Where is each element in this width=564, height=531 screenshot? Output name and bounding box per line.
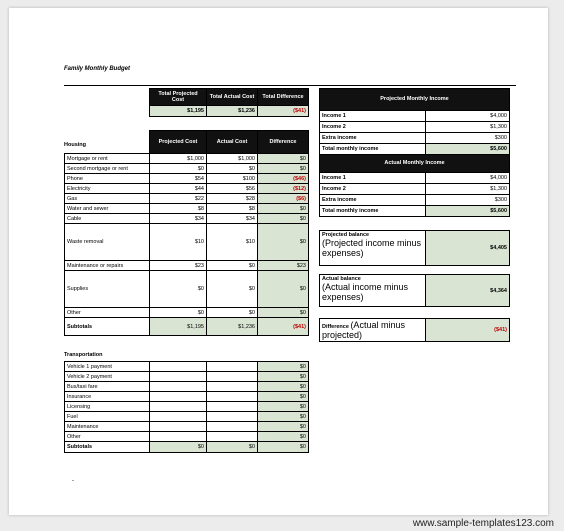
income-row bbox=[320, 133, 510, 144]
difference-cell: ($12) bbox=[258, 184, 309, 194]
projected-cost-cell[interactable]: $8 bbox=[150, 204, 207, 214]
income-row bbox=[320, 122, 510, 133]
projected-cost-cell[interactable]: $44 bbox=[150, 184, 207, 194]
row-label: Second mortgage or rent bbox=[65, 164, 150, 174]
actual-cost-cell[interactable] bbox=[207, 392, 258, 402]
row-label: Bus/taxi fare bbox=[65, 382, 150, 392]
actual-cost-cell[interactable]: $100 bbox=[207, 174, 258, 184]
housing-title: Housing bbox=[64, 142, 86, 148]
projected-cost-cell[interactable]: $54 bbox=[150, 174, 207, 184]
actual-balance-title: Actual balance bbox=[322, 276, 361, 282]
summary-header-difference: Total Difference bbox=[258, 89, 309, 106]
income-row bbox=[320, 195, 510, 206]
actual-cost-cell[interactable]: $56 bbox=[207, 184, 258, 194]
row-label: Other bbox=[65, 432, 150, 442]
table-row bbox=[65, 432, 309, 442]
income-value[interactable]: $300 bbox=[426, 195, 510, 206]
difference-cell: $0 bbox=[258, 308, 309, 318]
subtotal-row bbox=[65, 442, 309, 453]
table-row bbox=[65, 224, 309, 261]
difference-cell: $0 bbox=[258, 154, 309, 164]
difference-sub: (Actual minus projected) bbox=[322, 320, 405, 340]
row-label: Electricity bbox=[65, 184, 150, 194]
difference-cell: $0 bbox=[258, 412, 309, 422]
projected-income-table bbox=[319, 88, 510, 155]
income-total-row bbox=[320, 144, 510, 155]
actual-cost-cell[interactable] bbox=[207, 432, 258, 442]
page-title: Family Monthly Budget bbox=[64, 66, 130, 72]
summary-table bbox=[149, 88, 309, 117]
subtotal-row bbox=[65, 318, 309, 336]
table-row bbox=[65, 362, 309, 372]
projected-balance-table bbox=[319, 230, 510, 266]
row-label: Vehicle 2 payment bbox=[65, 372, 150, 382]
actual-cost-cell[interactable]: $28 bbox=[207, 194, 258, 204]
difference-cell: $0 bbox=[258, 164, 309, 174]
difference-cell: ($6) bbox=[258, 194, 309, 204]
housing-header-difference: Difference bbox=[258, 131, 309, 154]
row-label: Supplies bbox=[65, 271, 150, 308]
projected-cost-cell[interactable] bbox=[150, 432, 207, 442]
difference-cell: $0 bbox=[258, 271, 309, 308]
income-label: Income 1 bbox=[320, 173, 426, 184]
table-row bbox=[65, 164, 309, 174]
projected-balance-label bbox=[320, 231, 426, 266]
projected-cost-cell[interactable]: $0 bbox=[150, 271, 207, 308]
actual-cost-cell[interactable]: $0 bbox=[207, 271, 258, 308]
summary-header-projected: Total Projected Cost bbox=[150, 89, 207, 106]
projected-cost-cell[interactable] bbox=[150, 412, 207, 422]
projected-balance-sub: (Projected income minus expenses) bbox=[322, 237, 422, 258]
subtotal-label: Subtotals bbox=[65, 318, 150, 336]
income-value[interactable]: $1,300 bbox=[426, 122, 510, 133]
table-row bbox=[65, 392, 309, 402]
footer-url: www.sample-templates123.com bbox=[412, 518, 554, 529]
summary-difference-value[interactable]: ($41) bbox=[258, 106, 309, 117]
housing-header-projected: Projected Cost bbox=[150, 131, 207, 154]
table-row bbox=[65, 382, 309, 392]
actual-balance-table bbox=[319, 274, 510, 307]
actual-cost-cell[interactable] bbox=[207, 372, 258, 382]
transportation-title: Transportation bbox=[64, 352, 103, 358]
row-label: Fuel bbox=[65, 412, 150, 422]
difference-cell: $23 bbox=[258, 261, 309, 271]
table-row bbox=[65, 261, 309, 271]
difference-value[interactable]: ($41) bbox=[426, 319, 510, 342]
subtotal-difference: $0 bbox=[258, 442, 309, 453]
difference-table bbox=[319, 318, 510, 342]
difference-cell: $0 bbox=[258, 204, 309, 214]
projected-cost-cell[interactable]: $0 bbox=[150, 164, 207, 174]
actual-cost-cell[interactable]: $0 bbox=[207, 164, 258, 174]
actual-cost-cell[interactable]: $0 bbox=[207, 308, 258, 318]
row-label: Other bbox=[65, 308, 150, 318]
difference-cell: $0 bbox=[258, 372, 309, 382]
housing-header-actual: Actual Cost bbox=[207, 131, 258, 154]
difference-cell: $0 bbox=[258, 362, 309, 372]
projected-cost-cell[interactable]: $22 bbox=[150, 194, 207, 204]
table-row bbox=[65, 402, 309, 412]
table-row bbox=[65, 204, 309, 214]
row-label: Phone bbox=[65, 174, 150, 184]
actual-income-header: Actual Monthly Income bbox=[320, 155, 510, 173]
projected-cost-cell[interactable] bbox=[150, 402, 207, 412]
actual-balance-value[interactable]: $4,364 bbox=[426, 275, 510, 307]
table-row bbox=[65, 271, 309, 308]
income-total-label: Total monthly income bbox=[320, 144, 426, 155]
income-total-row bbox=[320, 206, 510, 217]
projected-cost-cell[interactable] bbox=[150, 392, 207, 402]
actual-cost-cell[interactable] bbox=[207, 382, 258, 392]
row-label: Gas bbox=[65, 194, 150, 204]
trailing-mark: - bbox=[72, 478, 74, 484]
actual-cost-cell[interactable] bbox=[207, 422, 258, 432]
difference-cell: $0 bbox=[258, 402, 309, 412]
table-row bbox=[65, 412, 309, 422]
subtotal-actual: $1,236 bbox=[207, 318, 258, 336]
income-label: Extra income bbox=[320, 195, 426, 206]
row-label: Maintenance or repairs bbox=[65, 261, 150, 271]
row-label: Insurance bbox=[65, 392, 150, 402]
actual-cost-cell[interactable] bbox=[207, 362, 258, 372]
table-row bbox=[65, 174, 309, 184]
actual-balance-label bbox=[320, 275, 426, 307]
income-value[interactable]: $300 bbox=[426, 133, 510, 144]
table-row bbox=[65, 214, 309, 224]
income-label: Extra income bbox=[320, 133, 426, 144]
table-row bbox=[65, 194, 309, 204]
projected-cost-cell[interactable]: $34 bbox=[150, 214, 207, 224]
difference-title: Difference bbox=[322, 324, 349, 330]
actual-balance-sub: (Actual income minus expenses) bbox=[322, 281, 409, 302]
income-total-value: $5,600 bbox=[426, 206, 510, 217]
subtotal-projected: $1,195 bbox=[150, 318, 207, 336]
income-label: Income 1 bbox=[320, 111, 426, 122]
income-row bbox=[320, 111, 510, 122]
row-label: Maintenance bbox=[65, 422, 150, 432]
subtotal-label: Subtotals bbox=[65, 442, 150, 453]
income-total-label: Total monthly income bbox=[320, 206, 426, 217]
housing-header-spacer bbox=[65, 131, 150, 154]
income-value[interactable]: $4,000 bbox=[426, 111, 510, 122]
summary-projected-value[interactable]: $1,195 bbox=[150, 106, 207, 117]
table-row bbox=[65, 422, 309, 432]
row-label: Waste removal bbox=[65, 224, 150, 261]
summary-actual-value[interactable]: $1,236 bbox=[207, 106, 258, 117]
actual-income-table bbox=[319, 154, 510, 217]
actual-cost-cell[interactable]: $8 bbox=[207, 204, 258, 214]
actual-cost-cell[interactable] bbox=[207, 402, 258, 412]
projected-balance-title: Projected balance bbox=[322, 232, 370, 238]
row-label: Water and sewer bbox=[65, 204, 150, 214]
row-label: Cable bbox=[65, 214, 150, 224]
projected-cost-cell[interactable]: $1,000 bbox=[150, 154, 207, 164]
budget-sheet bbox=[9, 8, 548, 515]
income-total-value: $5,600 bbox=[426, 144, 510, 155]
projected-cost-cell[interactable] bbox=[150, 362, 207, 372]
table-row bbox=[65, 184, 309, 194]
income-row bbox=[320, 184, 510, 195]
actual-cost-cell[interactable]: $34 bbox=[207, 214, 258, 224]
table-row bbox=[65, 372, 309, 382]
summary-header-actual: Total Actual Cost bbox=[207, 89, 258, 106]
subtotal-actual: $0 bbox=[207, 442, 258, 453]
row-label: Vehicle 1 payment bbox=[65, 362, 150, 372]
projected-cost-cell[interactable] bbox=[150, 422, 207, 432]
projected-cost-cell[interactable] bbox=[150, 382, 207, 392]
income-row bbox=[320, 173, 510, 184]
table-row bbox=[65, 308, 309, 318]
transportation-table bbox=[64, 361, 309, 453]
row-label: Licensing bbox=[65, 402, 150, 412]
difference-cell: $0 bbox=[258, 382, 309, 392]
difference-cell: $0 bbox=[258, 422, 309, 432]
actual-cost-cell[interactable]: $0 bbox=[207, 261, 258, 271]
difference-cell: ($46) bbox=[258, 174, 309, 184]
difference-label bbox=[320, 319, 426, 342]
projected-balance-value[interactable]: $4,405 bbox=[426, 231, 510, 266]
income-label: Income 2 bbox=[320, 184, 426, 195]
table-row bbox=[65, 154, 309, 164]
housing-table bbox=[64, 130, 309, 336]
projected-cost-cell[interactable] bbox=[150, 372, 207, 382]
actual-cost-cell[interactable] bbox=[207, 412, 258, 422]
income-label: Income 2 bbox=[320, 122, 426, 133]
income-value[interactable]: $4,000 bbox=[426, 173, 510, 184]
subtotal-projected: $0 bbox=[150, 442, 207, 453]
difference-cell: $0 bbox=[258, 224, 309, 261]
projected-cost-cell[interactable]: $10 bbox=[150, 224, 207, 261]
actual-cost-cell[interactable]: $1,000 bbox=[207, 154, 258, 164]
projected-cost-cell[interactable]: $23 bbox=[150, 261, 207, 271]
income-value[interactable]: $1,300 bbox=[426, 184, 510, 195]
difference-cell: $0 bbox=[258, 214, 309, 224]
subtotal-difference: ($41) bbox=[258, 318, 309, 336]
projected-cost-cell[interactable]: $0 bbox=[150, 308, 207, 318]
actual-cost-cell[interactable]: $10 bbox=[207, 224, 258, 261]
projected-income-header: Projected Monthly Income bbox=[320, 89, 510, 111]
row-label: Mortgage or rent bbox=[65, 154, 150, 164]
difference-cell: $0 bbox=[258, 392, 309, 402]
difference-cell: $0 bbox=[258, 432, 309, 442]
title-divider bbox=[64, 85, 516, 86]
